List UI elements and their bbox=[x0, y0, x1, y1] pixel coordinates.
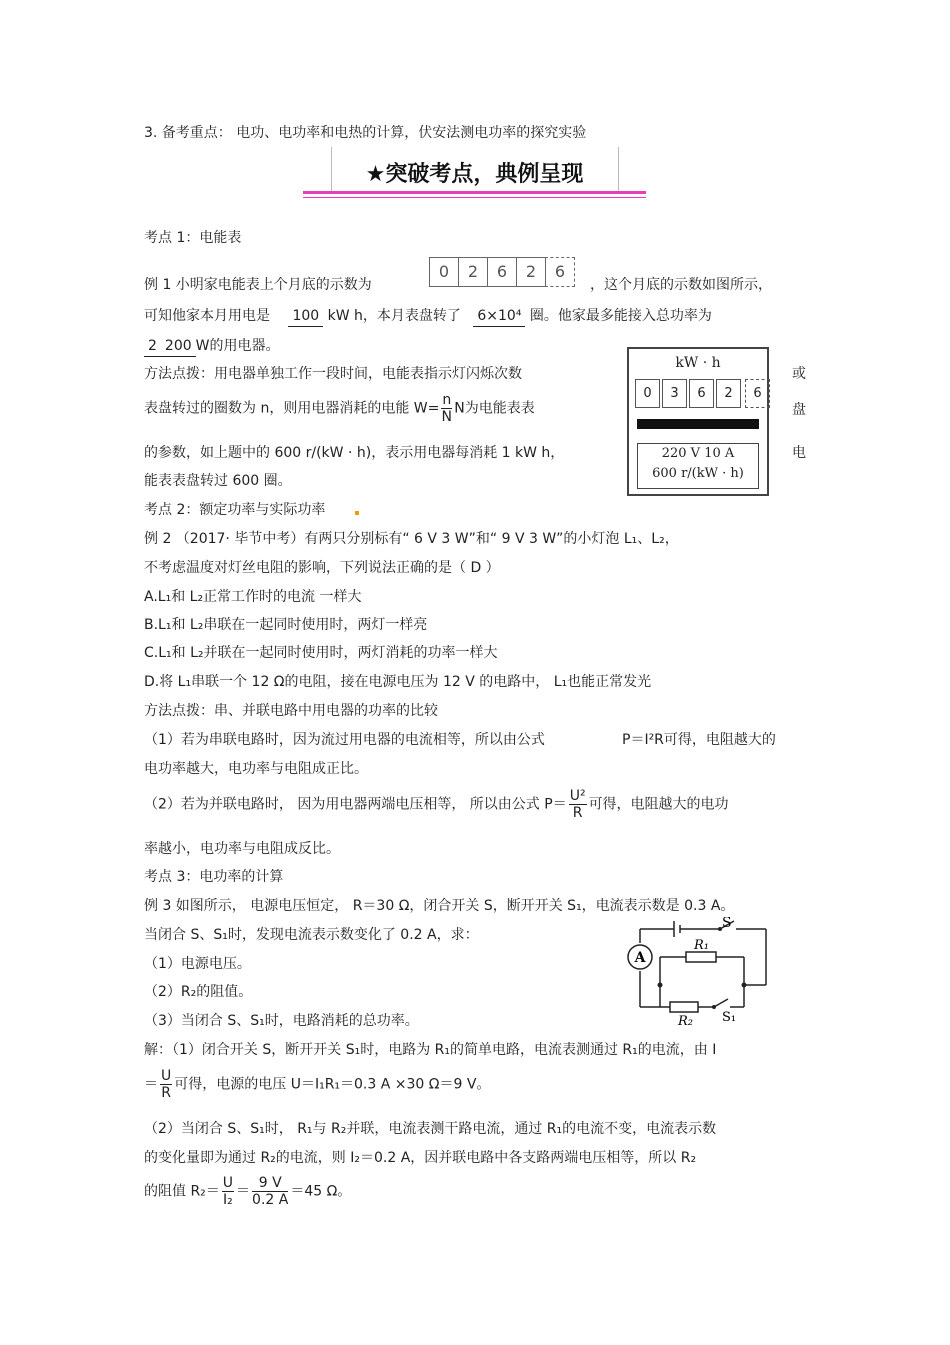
sol-line2: ＝ $\frac{U}{R}$ 可得，电源的电压 U＝I₁R₁＝0.3 A ×30 Ω＝9 V。 bbox=[144, 1068, 491, 1101]
circuit-diagram bbox=[626, 917, 776, 1025]
sol-line4: 的变化量即为通过 R₂的电流，则 I₂＝0.2 A，因并联电路中各支路两端电压相等，所以 R₂ bbox=[144, 1150, 697, 1166]
banner-title: ★突破考点，典例呈现 bbox=[365, 162, 584, 187]
tip1-line1: 方法点拨：用电器单独工作一段时间，电能表指示灯闪烁次数 bbox=[144, 366, 522, 382]
tip2-p1a: （1）若为串联电路时，因为流过用电器的电流相等，所以由公式 bbox=[144, 732, 545, 748]
meter-digit: 2 bbox=[716, 379, 741, 408]
ex2-line1: 例 2 （2017· 毕节中考）有两只分别标有“ 6 V 3 W”和“ 9 V 3 W”的小灯泡 L₁、L₂， bbox=[144, 531, 679, 547]
ex1-line3: 2 200 W的用电器。 bbox=[144, 336, 280, 357]
tip2-title: 方法点拨：串、并联电路中用电器的功率的比较 bbox=[144, 703, 438, 719]
ohm-fraction: $\frac{U}{R}$ bbox=[161, 1068, 172, 1101]
rating-revolutions: 600 r/(kW · h) bbox=[652, 466, 744, 481]
r2-fraction-symbolic: $\frac{U}{\text{I₂}}$ bbox=[222, 1175, 234, 1208]
meter-digit-decimal: 6 bbox=[545, 257, 575, 287]
meter-digit: 0 bbox=[429, 257, 459, 287]
kp1-heading: 考点 1：电能表 bbox=[144, 230, 242, 246]
r1-label: R₁ bbox=[694, 938, 709, 953]
energy-meter-figure bbox=[627, 347, 769, 496]
meter-digit: 2 bbox=[516, 257, 546, 287]
ex2-line2: 不考虑温度对灯丝电阻的影响，下列说法正确的是（ D ） bbox=[144, 560, 500, 576]
answer-energy: 100 bbox=[288, 306, 323, 327]
tip2-p1c: 电功率越大，电功率与电阻成正比。 bbox=[144, 761, 368, 777]
meter-digits bbox=[635, 379, 772, 408]
ex3-line2: 当闭合 S、S₁时，发现电流表示数变化了 0.2 A，求： bbox=[144, 927, 479, 943]
r2-label: R₂ bbox=[678, 1014, 693, 1025]
prev-meter-reading bbox=[430, 257, 575, 287]
meter-digit: 6 bbox=[487, 257, 517, 287]
sol-line3: （2）当闭合 S、S₁时， R₁与 R₂并联，电流表测干路电流，通过 R₁的电流不变，电流表示数 bbox=[144, 1121, 717, 1137]
meter-digit: 6 bbox=[689, 379, 714, 408]
sol-line1: 解：（1）闭合开关 S，断开开关 S₁时，电路为 R₁的简单电路，电流表测通过 R₁的电流，由 I bbox=[144, 1042, 717, 1058]
meter-digit: 2 bbox=[458, 257, 488, 287]
ammeter-label: A bbox=[634, 950, 646, 966]
section-banner bbox=[303, 147, 646, 205]
meter-digit: 0 bbox=[635, 379, 660, 408]
ex3-line1: 例 3 如图所示， 电源电压恒定， R＝30 Ω，闭合开关 S，断开开关 S₁，电流表示数是 0.3 A。 bbox=[144, 898, 735, 914]
rating-voltage-current: 220 V 10 A bbox=[661, 446, 735, 461]
option-b: B.L₁和 L₂串联在一起同时使用时，两灯一样亮 bbox=[144, 617, 428, 633]
focus-line: 3. 备考重点： 电功、电功率和电热的计算，伏安法测电功率的探究实验 bbox=[144, 125, 587, 141]
tip2-p2: （2）若为并联电路时， 因为用电器两端电压相等， 所以由公式 P＝ $\frac{\text{U²}}{R}$ 可得，电阻越大的电功 bbox=[144, 788, 729, 821]
ex1-line1: 例 1 小明家电能表上个月底的示数为 bbox=[144, 277, 372, 293]
option-d: D.将 L₁串联一个 12 Ω的电阻，接在电源电压为 12 V 的电路中， L₁也能正常发光 bbox=[144, 674, 652, 690]
power-fraction: $\frac{\text{U²}}{R}$ bbox=[569, 788, 586, 821]
kp2-heading: 考点 2：额定功率与实际功率 bbox=[144, 502, 326, 518]
meter-rating bbox=[637, 443, 759, 489]
ex1-line1-end: ，这个月底的示数如图所示， bbox=[590, 277, 772, 293]
tip1-line4: 能表表盘转过 600 圈。 bbox=[144, 473, 292, 489]
ex3-q1: （1）电源电压。 bbox=[144, 956, 251, 972]
tip2-p2c: 率越小，电功率与电阻成反比。 bbox=[144, 841, 340, 857]
option-a: A.L₁和 L₂正常工作时的电流 一样大 bbox=[144, 589, 362, 605]
tip1-line3: 的参数，如上题中的 600 r/(kW · h)，表示用电器每消耗 1 kW h， bbox=[144, 445, 565, 461]
dot-mark bbox=[355, 511, 359, 515]
ex1-line2: 可知他家本月用电是 100 kW h，本月表盘转了 6×10⁴ 圈。他家最多能接入总功率为 bbox=[144, 306, 712, 327]
option-c: C.L₁和 L₂并联在一起同时使用时，两灯消耗的功率一样大 bbox=[144, 645, 498, 661]
meter-digit: 3 bbox=[662, 379, 687, 408]
kp3-heading: 考点 3：电功率的计算 bbox=[144, 869, 284, 885]
meter-unit: kW · h bbox=[675, 355, 721, 371]
answer-power-a: 2 bbox=[144, 336, 161, 357]
tip1-r2: 盘 bbox=[792, 402, 806, 418]
tip1-r1: 或 bbox=[792, 366, 806, 382]
switch-s-label: S bbox=[722, 917, 732, 931]
tip1-r3: 电 bbox=[792, 445, 806, 461]
tip2-p1b: P＝I²R可得，电阻越大的 bbox=[622, 732, 776, 748]
answer-revolutions: 6×10⁴ bbox=[473, 306, 525, 327]
ex3-q2: （2）R₂的阻值。 bbox=[144, 984, 253, 1000]
answer-power-b: 200 bbox=[161, 336, 196, 357]
switch-s1-label: S₁ bbox=[722, 1010, 737, 1025]
meter-disc-window bbox=[637, 419, 759, 429]
tip1-line2: 表盘转过的圈数为 n，则用电器消耗的电能 W= $\frac{n}{N}$ N为电能表表 bbox=[144, 392, 535, 425]
ex3-q3: （3）当闭合 S、S₁时，电路消耗的总功率。 bbox=[144, 1013, 419, 1029]
energy-fraction: $\frac{n}{N}$ bbox=[441, 392, 453, 425]
sol-line5: 的阻值 R₂＝ $\frac{U}{\text{I₂}}$ ＝ $\frac{9 V}{0.2 A}$ ＝45 Ω。 bbox=[144, 1175, 352, 1208]
meter-digit-decimal: 6 bbox=[745, 379, 770, 408]
r2-fraction-numeric: $\frac{9 V}{0.2 A}$ bbox=[252, 1175, 289, 1208]
